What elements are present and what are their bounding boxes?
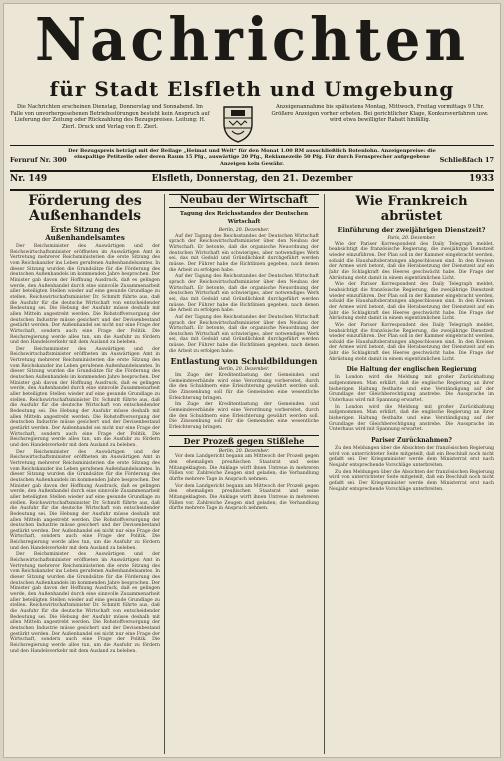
article-subhead: Entlastung von Schuldbildungen [170, 356, 318, 367]
article-subhead: Die Haltung der englischen Regierung [346, 366, 477, 374]
post-box: Schließfach 17 [439, 156, 494, 164]
divider [10, 170, 494, 172]
town-crest-icon [221, 104, 255, 144]
article-body: Im Zuge der Kreditentlastung der Gemeinden und Gemeindeverbände wird eine Verordnung vorbereitet, durch die den Schuldnern eine Erleichterung gewährt werden soll. Die Zinssenkung soll für die Gemeinden eine wesentliche Erleichterung bringen. [169, 402, 319, 430]
article-headline: Der Prozeß gegen Stißlehe [169, 435, 319, 447]
article-body: Der Reichsminister des Auswärtigen und der Reichswirtschaftsminister eröffneten im Auswärtigen Amt in Vertretung mehrerer Reichsministerien die erste Sitzung des vom Reichskanzler ins Leben gerufenen Außenhandelsamtes. In dieser Sitzung wurden die Grundsätze für die Förderung des deutschen Außenhandels im kommenden Jahre besprochen. Der Minister gab davon der Hoffnung Ausdruck, daß es gelingen werde, den Außenhandel durch eine sinnvolle Zusammenarbeit aller beteiligten Stellen wieder auf eine gesunde Grundlage zu stellen. Reichswirtschaftsminister Dr. Schmitt führte aus, daß die Ausfuhr für die deutsche Wirtschaft von entscheidender Bedeutung sei. Die Hebung der Ausfuhr müsse deshalb mit allen Mitteln angestrebt werden. Die Rohstoffversorgung der deutschen Industrie müsse gesichert und der Devisenbestand gestärkt werden. Der Außenhandel sei nicht nur eine Frage der Wirtschaft, sondern auch eine Frage der Politik. Die Reichsregierung werde alles tun, um die Ausfuhr zu fördern und den Handelsverkehr mit dem Ausland zu beleben. [10, 449, 160, 551]
subscription-notice: Der Bezugspreis beträgt mit der Beilage „Heimat und Welt“ für den Monat 1.00 RM ausschließlich Botenlohn. Anzeigenpreise: die einspaltige Petitzeile oder deren Raum 15 Pfg., auswärtige 20 Pfg., Reklamezeile 50 Pfg. Für durch Fernsprecher aufgegebene Anzeigen kein Gewähr. [68, 148, 436, 167]
article-dateline: Berlin, 20. Dezember. [218, 367, 270, 373]
article-body: Wie der Pariser Korrespondent des Daily Telegraph meldet, beabsichtigt die französische Regierung, die zweijährige Dienstzeit wieder einzuführen. Der Plan soll in der Kammer eingebracht werden, sobald die Haushaltsberatungen abgeschlossen sind. In den Kreisen der Armee wird betont, daß die Herabsetzung der Dienstzeit auf ein Jahr die Schlagkraft des Heeres geschwächt habe. Die Frage der Abrüstung steht damit in einem eigentümlichen Licht. [329, 241, 494, 281]
article-headline: Wie Frankreich abrüstet [355, 194, 468, 224]
article-body: Der Reichsminister des Auswärtigen und der Reichswirtschaftsminister eröffneten im Auswärtigen Amt in Vertretung mehrerer Reichsministerien die erste Sitzung des vom Reichskanzler ins Leben gerufenen Außenhandelsamtes. In dieser Sitzung wurden die Grundsätze für die Förderung des deutschen Außenhandels im kommenden Jahre besprochen. Der Minister gab davon der Hoffnung Ausdruck, daß es gelingen werde, den Außenhandel durch eine sinnvolle Zusammenarbeit aller beteiligten Stellen wieder auf eine gesunde Grundlage zu stellen. Reichswirtschaftsminister Dr. Schmitt führte aus, daß die Ausfuhr für die deutsche Wirtschaft von entscheidender Bedeutung sei. Die Hebung der Ausfuhr müsse deshalb mit allen Mitteln angestrebt werden. Die Rohstoffversorgung der deutschen Industrie müsse gesichert und der Devisenbestand gestärkt werden. Der Außenhandel sei nicht nur eine Frage der Wirtschaft, sondern auch eine Frage der Politik. Die Reichsregierung werde alles tun, um die Ausfuhr zu fördern und den Handelsverkehr mit dem Ausland zu beleben. [10, 244, 160, 346]
article-body: Zu den Meldungen über die Absichten der französischen Regierung wird von unterrichteter Seite mitgeteilt, daß ein Beschluß noch nicht gefaßt sei. Der Kriegsminister werde dem Ministerrat erst nach Neujahr entsprechende Vorschläge unterbreiten. [329, 469, 494, 492]
article-headline: Neubau der Wirtschaft [169, 194, 319, 208]
column-rule [324, 194, 325, 754]
column-rule [164, 194, 165, 754]
newspaper-title: Nachrichten [34, 5, 470, 75]
issue-year: 1933 [468, 174, 494, 184]
article-subhead: Pariser Zurücknahmen? [371, 437, 452, 444]
article-body: Vor dem Landgericht begann am Mittwoch der Prozeß gegen den ehemaligen preußischen Staatsrat und seine Mitangeklagten. Die Anklage wirft ihnen Untreue in mehreren Fällen vor. Zahlreiche Zeugen sind geladen; die Verhandlung dürfte mehrere Tage in Anspruch nehmen. [169, 483, 319, 512]
issue-dateline: Elsfleth, Donnerstag, den 21. Dezember [151, 174, 353, 184]
article-body: Auf der Tagung des Reichsstandes der Deutschen Wirtschaft sprach der Reichswirtschaftsminister über den Neubau der Wirtschaft. Er betonte, daß die organische Neuordnung der deutschen Wirtschaft ein schwieriges, aber notwendiges Werk sei, das mit Geduld und Gründlichkeit durchgeführt werden müsse. Der Führer habe die Richtlinien gegeben, nach denen die Arbeit zu erfolgen habe. [169, 274, 319, 314]
article-subhead: Tagung des Reichsstandes der Deutschen Wirtschaft [179, 211, 309, 225]
advertising-info: Anzeigenannahme bis spätestens Montag, Mittwoch, Freitag vormittags 9 Uhr. Größere Anzeigen vorher erbeten. Bei gerichtlicher Klage, Konkursverfahren usw. wird etwa bewilligter Rabatt hinfällig. [271, 104, 489, 124]
article-body: Auf der Tagung des Reichsstandes der Deutschen Wirtschaft sprach der Reichswirtschaftsminister über den Neubau der Wirtschaft. Er betonte, daß die organische Neuordnung der deutschen Wirtschaft ein schwieriges, aber notwendiges Werk sei, das mit Geduld und Gründlichkeit durchgeführt werden müsse. Der Führer habe die Richtlinien gegeben, nach denen die Arbeit zu erfolgen habe. [169, 233, 319, 273]
article-dateline: Paris, 20. Dezember. [387, 236, 436, 241]
issue-number: Nr. 149 [10, 174, 48, 184]
article-headline: Förderung des Außenhandels [28, 194, 142, 224]
article-body: Wie der Pariser Korrespondent des Daily Telegraph meldet, beabsichtigt die französische Regierung, die zweijährige Dienstzeit wieder einzuführen. Der Plan soll in der Kammer eingebracht werden, sobald die Haushaltsberatungen abgeschlossen sind. In den Kreisen der Armee wird betont, daß die Herabsetzung der Dienstzeit auf ein Jahr die Schlagkraft des Heeres geschwächt habe. Die Frage der Abrüstung steht damit in einem eigentümlichen Licht. [329, 282, 494, 322]
article-dateline: Berlin, 20. Dezember. [218, 448, 270, 454]
article-body: Vor dem Landgericht begann am Mittwoch der Prozeß gegen den ehemaligen preußischen Staatsrat und seine Mitangeklagten. Die Anklage wirft ihnen Untreue in mehreren Fällen vor. Zahlreiche Zeugen sind geladen; die Verhandlung dürfte mehrere Tage in Anspruch nehmen. [169, 454, 319, 482]
divider [10, 189, 494, 191]
newspaper-page [4, 4, 500, 757]
article-body: Zu den Meldungen über die Absichten der französischen Regierung wird von unterrichteter Seite mitgeteilt, daß ein Beschluß noch nicht gefaßt sei. Der Kriegsminister werde dem Ministerrat erst nach Neujahr entsprechende Vorschläge unterbreiten. [329, 446, 494, 468]
newspaper-subtitle: für Stadt Elsfleth und Umgebung [49, 77, 455, 101]
masthead [4, 4, 500, 104]
article-body: Der Reichsminister des Auswärtigen und der Reichswirtschaftsminister eröffneten im Auswärtigen Amt in Vertretung mehrerer Reichsministerien die erste Sitzung des vom Reichskanzler ins Leben gerufenen Außenhandelsamtes. In dieser Sitzung wurden die Grundsätze für die Förderung des deutschen Außenhandels im kommenden Jahre besprochen. Der Minister gab davon der Hoffnung Ausdruck, daß es gelingen werde, den Außenhandel durch eine sinnvolle Zusammenarbeit aller beteiligten Stellen wieder auf eine gesunde Grundlage zu stellen. Reichswirtschaftsminister Dr. Schmitt führte aus, daß die Ausfuhr für die deutsche Wirtschaft von entscheidender Bedeutung sei. Die Hebung der Ausfuhr müsse deshalb mit allen Mitteln angestrebt werden. Die Rohstoffversorgung der deutschen Industrie müsse gesichert und der Devisenbestand gestärkt werden. Der Außenhandel sei nicht nur eine Frage der Wirtschaft, sondern auch eine Frage der Politik. Die Reichsregierung werde alles tun, um die Ausfuhr zu fördern und den Handelsverkehr mit dem Ausland zu beleben. [10, 346, 160, 448]
article-body: In London wird die Meldung mit großer Zurückhaltung aufgenommen. Man erklärt, daß die englische Regierung an ihrer bisherigen Haltung festhalte und eine Verständigung auf der Grundlage der Gleichberechtigung anstrebe. Die Aussprache im Unterhaus wird mit Spannung erwartet. [329, 404, 494, 433]
article-body: Auf der Tagung des Reichsstandes der Deutschen Wirtschaft sprach der Reichswirtschaftsminister über den Neubau der Wirtschaft. Er betonte, daß die organische Neuordnung der deutschen Wirtschaft ein schwieriges, aber notwendiges Werk sei, das mit Geduld und Gründlichkeit durchgeführt werden müsse. Der Führer habe die Richtlinien gegeben, nach denen die Arbeit zu erfolgen habe. [169, 314, 319, 354]
article-dateline: Berlin, 20. Dezember. [218, 228, 270, 233]
article-subhead: Einführung der zweijährigen Dienstzeit? [337, 226, 486, 234]
publishing-info: Die Nachrichten erscheinen Dienstag, Donnerstag und Sonnabend. Im Falle von unvorhergesehenen Betriebsstörungen besteht kein Anspruch auf Lieferung der Zeitung oder Rückzahlung des Bezugspreises. Leitung: H. Zierl. Druck und Verlag von E. Zierl. [10, 104, 210, 130]
divider [10, 145, 494, 146]
article-body: Wie der Pariser Korrespondent des Daily Telegraph meldet, beabsichtigt die französische Regierung, die zweijährige Dienstzeit wieder einzuführen. Der Plan soll in der Kammer eingebracht werden, sobald die Haushaltsberatungen abgeschlossen sind. In den Kreisen der Armee wird betont, daß die Herabsetzung der Dienstzeit auf ein Jahr die Schlagkraft des Heeres geschwächt habe. Die Frage der Abrüstung steht damit in einem eigentümlichen Licht. [329, 322, 494, 362]
article-subhead: Erste Sitzung des Außenhandelsamtes [45, 225, 125, 242]
article-body: Im Zuge der Kreditentlastung der Gemeinden und Gemeindeverbände wird eine Verordnung vorbereitet, durch die den Schuldnern eine Erleichterung gewährt werden soll. Die Zinssenkung soll für die Gemeinden eine wesentliche Erleichterung bringen. [169, 373, 319, 401]
article-body: Der Reichsminister des Auswärtigen und der Reichswirtschaftsminister eröffneten im Auswärtigen Amt in Vertretung mehrerer Reichsministerien die erste Sitzung des vom Reichskanzler ins Leben gerufenen Außenhandelsamtes. In dieser Sitzung wurden die Grundsätze für die Förderung des deutschen Außenhandels im kommenden Jahre besprochen. Der Minister gab davon der Hoffnung Ausdruck, daß es gelingen werde, den Außenhandel durch eine sinnvolle Zusammenarbeit aller beteiligten Stellen wieder auf eine gesunde Grundlage zu stellen. Reichswirtschaftsminister Dr. Schmitt führte aus, daß die Ausfuhr für die deutsche Wirtschaft von entscheidender Bedeutung sei. Die Hebung der Ausfuhr müsse deshalb mit allen Mitteln angestrebt werden. Die Rohstoffversorgung der deutschen Industrie müsse gesichert und der Devisenbestand gestärkt werden. Der Außenhandel sei nicht nur eine Frage der Wirtschaft, sondern auch eine Frage der Politik. Die Reichsregierung werde alles tun, um die Ausfuhr zu fördern und den Handelsverkehr mit dem Ausland zu beleben. [10, 552, 160, 654]
article-body: In London wird die Meldung mit großer Zurückhaltung aufgenommen. Man erklärt, daß die englische Regierung an ihrer bisherigen Haltung festhalte und eine Verständigung auf der Grundlage der Gleichberechtigung anstrebe. Die Aussprache im Unterhaus wird mit Spannung erwartet. [329, 375, 494, 404]
article-column-2 [169, 194, 319, 752]
phone-number: Fernruf Nr. 300 [10, 156, 67, 164]
article-column-1 [10, 194, 160, 752]
date-bar [10, 173, 494, 187]
article-column-3 [329, 194, 494, 752]
